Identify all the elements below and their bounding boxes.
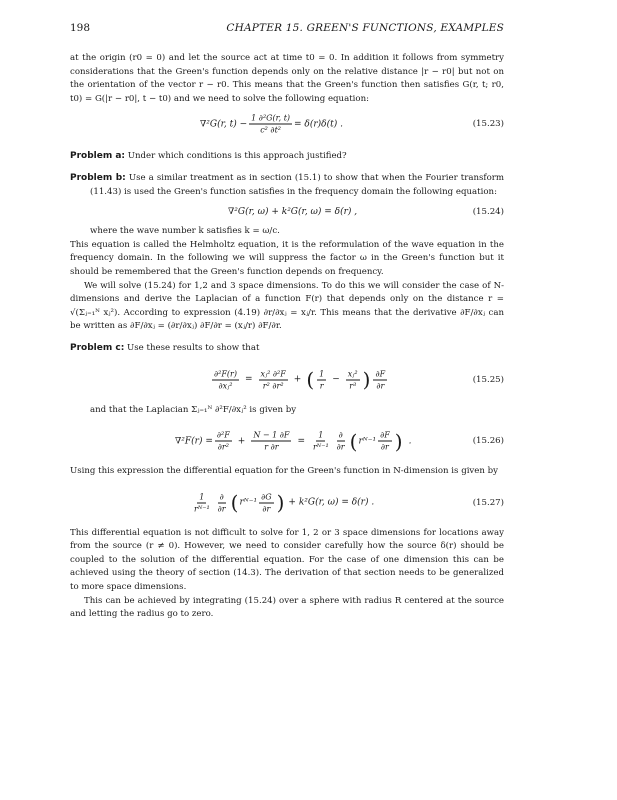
eq-15-26-t4-den: ∂r xyxy=(336,442,345,452)
eq-15-26-t3-den: rᴺ⁻¹ xyxy=(312,442,329,452)
eq-15-26-number: (15.26) xyxy=(472,436,504,447)
paragraph-n-dimension: Using this expression the differential equation for the Green's function in N-dimension is given by xyxy=(70,466,499,477)
page-header xyxy=(70,22,504,34)
eq-15-23-rhs: = δ(r)δ(t) . xyxy=(294,119,343,130)
eq-15-23-fraction xyxy=(249,114,292,135)
eq-15-25-t3-num: ∂F xyxy=(375,369,386,378)
problem-b-label: Problem b: xyxy=(70,172,126,183)
paragraph-solution: This differential equation is not difficult to solve for 1, 2 or 3 space dimensions for locations away from the source (r ≠ 0). However, we need to consider carefully how the source δ(r) should be coupled to the solution of the differential equation. For the case of one dimension this can be achieved using the theory of section (14.3). The derivation of that section needs to be generalized to more space dimensions. xyxy=(70,527,504,593)
page xyxy=(70,22,504,622)
eq-15-25-plus: + xyxy=(293,374,302,385)
equation-15-25: $\frac{\text{∂²F(r)}}{\text{∂xⱼ²}}$ = $\frac{\text{xⱼ² ∂²F}}{\text{r² ∂r²}}$ + ( $\frac{1}{r}$ − $\frac{\text{xⱼ²}}{\text{r³}}$ ) $\frac{\partial F}{\partial r}$ (15.25) xyxy=(214,367,504,392)
problem-b-text: Use a similar treatment as in section (15.1) to show that when the Fourier transform (11.43) is used the Green's function satisfies in the frequency domain the following equation: xyxy=(90,172,505,197)
eq-15-25-t2b-num: xⱼ² xyxy=(347,369,358,378)
wave-number-note: where the wave number k satisfies k = ω/c. xyxy=(90,226,280,237)
eq-15-26-t1-den: ∂r² xyxy=(217,442,229,452)
eq-15-26-inner: rᴺ⁻¹ xyxy=(358,436,377,447)
paragraph-helmholtz: This equation is called the Helmholtz equation, it is the reformulation of the wave equation in the frequency domain. In the following we will suppress the factor ω in the Green's function but it should be remembered that the Green's function depends on frequency. xyxy=(70,239,504,277)
problem-c-label: Problem c: xyxy=(70,342,125,353)
problem-b xyxy=(70,172,504,199)
eq-15-23-number: (15.23) xyxy=(472,119,504,130)
equation-15-27: $\frac{1}{\text{rᴺ⁻¹}}$ $\frac{\partial}{\partial r}$ ( rᴺ⁻¹ $\frac{\partial G}{\partial r}$ ) + k²G(r, ω) = δ(r) . (15.27) xyxy=(194,490,504,515)
laplacian-intro: and that the Laplacian Σⱼ₌₁ᴺ ∂²F/∂xⱼ² is given by xyxy=(90,404,297,415)
eq-15-24-number: (15.24) xyxy=(472,207,504,218)
eq-15-26-tail: . xyxy=(408,436,412,447)
equation-15-26: ∇²F(r) = $\frac{\text{∂²F}}{\text{∂r²}}$ + $\frac{N - 1 \partial F}{r \partial r}$ = $\frac{1}{\text{rᴺ⁻¹}}$ $\frac{\partial}{\partial r}$ ( rᴺ⁻¹ $\frac{\partial F}{\partial r}$ ) . (15.26) xyxy=(175,429,504,454)
eq-15-27-t3-num: ∂G xyxy=(261,492,272,502)
eq-15-25-lhs-num: ∂²F(r) xyxy=(214,369,237,378)
eq-15-25-t1-num: xⱼ² ∂²F xyxy=(260,369,286,378)
eq-15-27-t1-den: rᴺ⁻¹ xyxy=(194,504,210,514)
problem-a xyxy=(70,150,504,164)
eq-15-26-equals: = xyxy=(297,436,305,447)
eq-15-27-number: (15.27) xyxy=(472,497,504,508)
eq-15-25-t2a-den: r xyxy=(319,381,324,390)
eq-15-25-t3-den: ∂r xyxy=(376,381,385,390)
eq-15-23-denominator: c² ∂t² xyxy=(260,125,281,135)
problem-c xyxy=(70,342,504,356)
equation-15-24 xyxy=(70,203,504,221)
eq-15-27-t3-den: ∂r xyxy=(262,504,271,514)
problem-a-label: Problem a: xyxy=(70,151,126,162)
eq-15-24-body: ∇²G(r, ω) + k²G(r, ω) = δ(r) , xyxy=(228,207,358,218)
problem-a-text: Under which conditions is this approach justified? xyxy=(127,151,347,162)
eq-15-26-t2-den: r ∂r xyxy=(264,442,279,452)
eq-15-23-lhs: ∇²G(r, t) − xyxy=(200,119,248,130)
eq-15-27-rest: + k²G(r, ω) = δ(r) . xyxy=(288,497,375,508)
eq-15-25-t1-den: r² ∂r² xyxy=(262,381,284,390)
eq-15-25-t2b-den: r³ xyxy=(349,381,357,390)
equation-15-23 xyxy=(70,110,504,138)
eq-15-26-lhs: ∇²F(r) = xyxy=(175,436,213,447)
paragraph-dimensions: We will solve (15.24) for 1,2 and 3 space dimensions. To do this we will consider the case of N-dimensions and derive the Laplacian of a function F(r) that depends only on the distance r = √(Σⱼ₌₁ᴺ xⱼ²). According to expression (4.19) ∂r/∂xⱼ = xⱼ/r. This means that the derivative ∂F/∂xⱼ can be written as ∂F/∂xⱼ = (∂r/∂xⱼ) ∂F/∂r = (xⱼ/r) ∂F/∂r. xyxy=(70,280,504,332)
eq-15-26-t1-num: ∂²F xyxy=(216,430,230,440)
paragraph-sphere: This can be achieved by integrating (15.24) over a sphere with radius R centered at the source and letting the radius go to zero. xyxy=(70,595,504,620)
eq-15-27-t2-den: ∂r xyxy=(217,504,226,514)
page-number: 198 xyxy=(70,22,91,34)
chapter-title: CHAPTER 15. GREEN'S FUNCTIONS, EXAMPLES xyxy=(226,22,504,34)
eq-15-25-minus: − xyxy=(332,374,340,385)
eq-15-26-t5-num: ∂F xyxy=(380,430,390,440)
eq-15-25-lhs-den: ∂xⱼ² xyxy=(218,381,233,390)
eq-15-23-numerator: 1 ∂²G(r, t) xyxy=(251,113,291,123)
eq-15-26-plus: + xyxy=(237,436,246,447)
eq-15-27-t1-num: 1 xyxy=(199,492,205,502)
problem-c-text: Use these results to show that xyxy=(127,342,260,353)
eq-15-27-t2-num: ∂ xyxy=(219,492,224,502)
eq-15-26-t5-den: ∂r xyxy=(380,442,389,452)
eq-15-26-t4-num: ∂ xyxy=(338,430,343,440)
eq-15-26-t2-num: N − 1 ∂F xyxy=(253,430,290,440)
paragraph-intro: at the origin (r0 = 0) and let the source act at time t0 = 0. In addition it follows from symmetry considerations that the Green's function depends only on the relative distance |r − r0| but not on the orientation of the vector r − r0. This means that the Green's function then satisfies G(r, t; r0, t0) = G(|r − r0|, t − t0) and we need to solve the following equation: xyxy=(70,53,504,104)
eq-15-25-t2a-num: 1 xyxy=(319,369,325,378)
eq-15-25-number: (15.25) xyxy=(472,374,504,385)
eq-15-25-equals: = xyxy=(244,374,253,385)
eq-15-26-t3-num: 1 xyxy=(318,430,324,440)
eq-15-27-inner: rᴺ⁻¹ xyxy=(239,497,258,508)
